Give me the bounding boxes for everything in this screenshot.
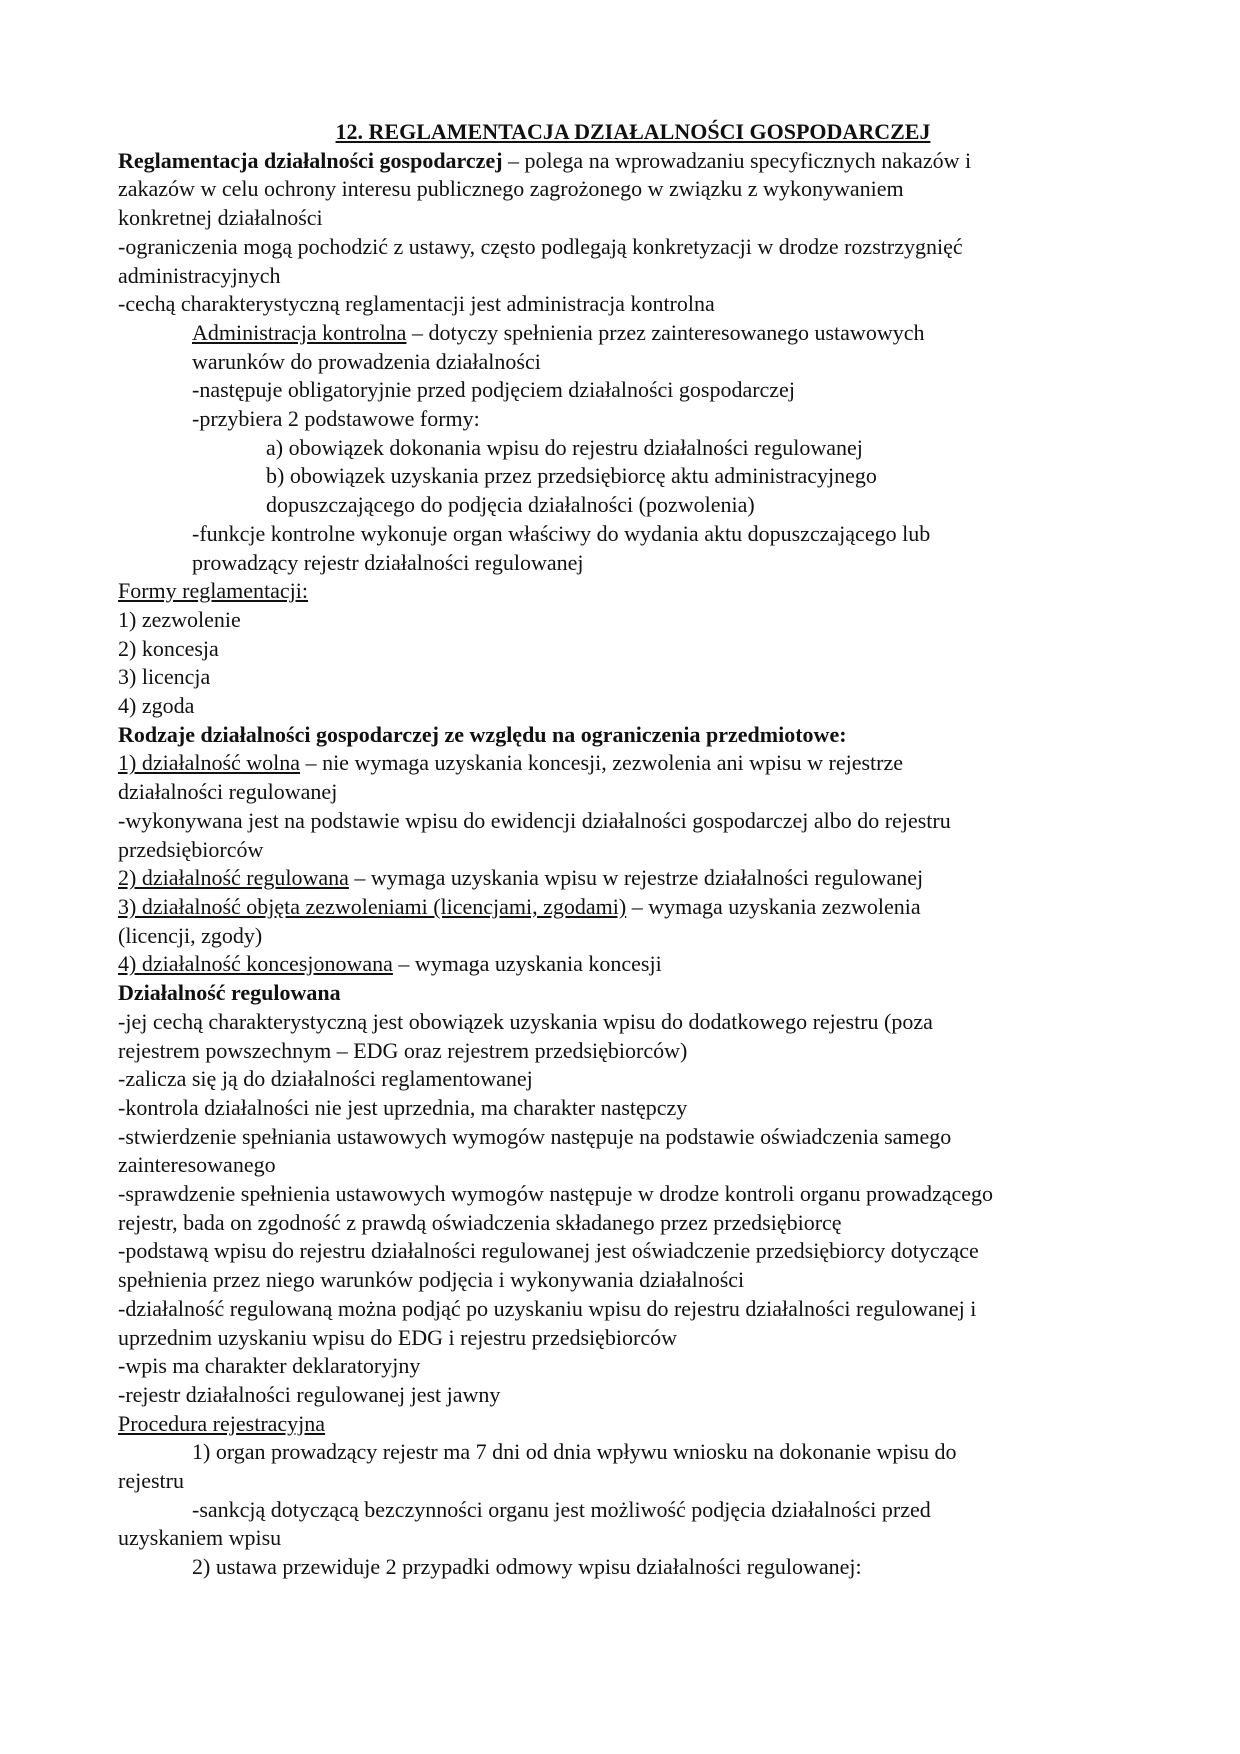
admin-line-2: warunków do prowadzenia działalności <box>192 348 541 374</box>
admin-line-1: Administracja kontrolna – dotyczy spełnienia przez zainteresowanego ustawowych <box>192 319 925 345</box>
admin-functions-line-1: -funkcje kontrolne wykonuje organ właściwy do wydania aktu dopuszczającego lub <box>192 520 931 546</box>
type-2-line: 2) działalność regulowana – wymaga uzyskania wpisu w rejestrze działalności regulowanej <box>118 865 924 891</box>
types-heading: Rodzaje działalności gospodarczej ze względu na ograniczenia przedmiotowe: <box>118 721 847 747</box>
procedure-point-2: 2) ustawa przewiduje 2 przypadki odmowy wpisu działalności regulowanej: <box>192 1554 862 1580</box>
regulated-heading: Działalność regulowana <box>118 980 341 1006</box>
type-1-line-1: 1) działalność wolna – nie wymaga uzyskania koncesji, zezwolenia ani wpisu w rejestrze <box>118 750 904 776</box>
intro-section <box>118 147 1118 319</box>
regulated-line: -wpis ma charakter deklaratoryjny <box>118 1353 421 1379</box>
regulated-line: -zalicza się ją do działalności reglamentowanej <box>118 1066 533 1092</box>
type-1-line-4: przedsiębiorców <box>118 836 264 862</box>
regulated-line: spełnienia przez niego warunków podjęcia i wykonywania działalności <box>118 1267 745 1293</box>
regulated-line: -rejestr działalności regulowanej jest jawny <box>118 1381 501 1407</box>
procedure-sanction-line-1: -sankcją dotyczącą bezczynności organu jest możliwość podjęcia działalności przed <box>192 1496 931 1522</box>
regulated-line: rejestrem powszechnym – EDG oraz rejestrem przedsiębiorców) <box>118 1037 688 1063</box>
admin-form-a: a) obowiązek dokonania wpisu do rejestru działalności regulowanej <box>266 434 863 460</box>
procedure-section <box>118 1410 1118 1582</box>
document-page <box>118 118 1118 1582</box>
procedure-point-1-line-1: 1) organ prowadzący rejestr ma 7 dni od dnia wpływu wniosku na dokonanie wpisu do <box>192 1439 957 1465</box>
admin-section <box>118 319 1118 577</box>
regulated-line: uprzednim uzyskaniu wpisu do EDG i rejestru przedsiębiorców <box>118 1324 678 1350</box>
admin-form-b-line-2: dopuszczającego do podjęcia działalności (pozwolenia) <box>266 492 755 518</box>
type-1-line-2: działalności regulowanej <box>118 779 338 805</box>
regulated-line: zainteresowanego <box>118 1152 276 1178</box>
type-3-line-1: 3) działalność objęta zezwoleniami (licencjami, zgodami) – wymaga uzyskania zezwolenia <box>118 893 921 919</box>
intro-line-2: zakazów w celu ochrony interesu publicznego zagrożonego w związku z wykonywaniem <box>118 176 904 202</box>
document-title: 12. REGLAMENTACJA DZIAŁALNOŚCI GOSPODARCZEJ <box>335 119 931 144</box>
regulated-line: -sprawdzenie spełnienia ustawowych wymogów następuje w drodze kontroli organu prowadzącego <box>118 1181 994 1207</box>
forms-item: 3) licencja <box>118 664 211 690</box>
regulated-line: -podstawą wpisu do rejestru działalności regulowanej jest oświadczenie przedsiębiorcy dotyczące <box>118 1238 979 1264</box>
forms-heading: Formy reglamentacji: <box>118 578 308 604</box>
admin-form-b-line-1: b) obowiązek uzyskania przez przedsiębiorcę aktu administracyjnego <box>266 463 877 489</box>
intro-line-5: administracyjnych <box>118 262 281 288</box>
admin-functions-line-2: prowadzący rejestr działalności regulowanej <box>192 549 584 575</box>
type-1-line-3: -wykonywana jest na podstawie wpisu do ewidencji działalności gospodarczej albo do rejestru <box>118 807 951 833</box>
forms-item: 1) zezwolenie <box>118 606 241 632</box>
type-4-term: 4) działalność koncesjonowana <box>118 951 393 977</box>
regulated-line: -działalność regulowaną można podjąć po uzyskaniu wpisu do rejestru działalności regulowanej i <box>118 1295 977 1321</box>
forms-item: 4) zgoda <box>118 693 195 719</box>
type-3-line-2: (licencji, zgody) <box>118 922 263 948</box>
admin-term: Administracja kontrolna <box>192 319 407 345</box>
type-4-line: 4) działalność koncesjonowana – wymaga uzyskania koncesji <box>118 951 662 977</box>
regulated-line: rejestr, bada on zgodność z prawdą oświadczenia składanego przez przedsiębiorcę <box>118 1209 842 1235</box>
intro-line-6: -cechą charakterystyczną reglamentacji jest administracja kontrolna <box>118 291 715 317</box>
type-3-term: 3) działalność objęta zezwoleniami (licencjami, zgodami) <box>118 893 627 919</box>
regulated-section <box>118 979 1118 1410</box>
intro-line-4: -ograniczenia mogą pochodzić z ustawy, często podlegają konkretyzacji w drodze rozstrzygnięć <box>118 233 963 259</box>
admin-line-3: -następuje obligatoryjnie przed podjęciem działalności gospodarczej <box>192 377 795 403</box>
intro-line-1: Reglamentacja działalności gospodarczej – polega na wprowadzaniu specyficznych nakazów i <box>118 147 972 173</box>
procedure-heading: Procedura rejestracyjna <box>118 1410 326 1436</box>
regulated-line: -kontrola działalności nie jest uprzednia, ma charakter następczy <box>118 1094 688 1120</box>
forms-section <box>118 577 1118 721</box>
type-1-term: 1) działalność wolna <box>118 750 301 776</box>
admin-line-4: -przybiera 2 podstawowe formy: <box>192 406 480 432</box>
regulated-line: -stwierdzenie spełniania ustawowych wymogów następuje na podstawie oświadczenia samego <box>118 1123 952 1149</box>
intro-line-3: konkretnej działalności <box>118 205 323 231</box>
procedure-point-1-line-2: rejestru <box>118 1468 184 1494</box>
regulated-line: -jej cechą charakterystyczną jest obowiązek uzyskania wpisu do dodatkowego rejestru (poza <box>118 1008 933 1034</box>
forms-item: 2) koncesja <box>118 635 219 661</box>
type-2-term: 2) działalność regulowana <box>118 865 349 891</box>
procedure-sanction-line-2: uzyskaniem wpisu <box>118 1525 282 1551</box>
intro-term: Reglamentacja działalności gospodarczej <box>118 147 503 173</box>
types-section <box>118 721 1118 979</box>
